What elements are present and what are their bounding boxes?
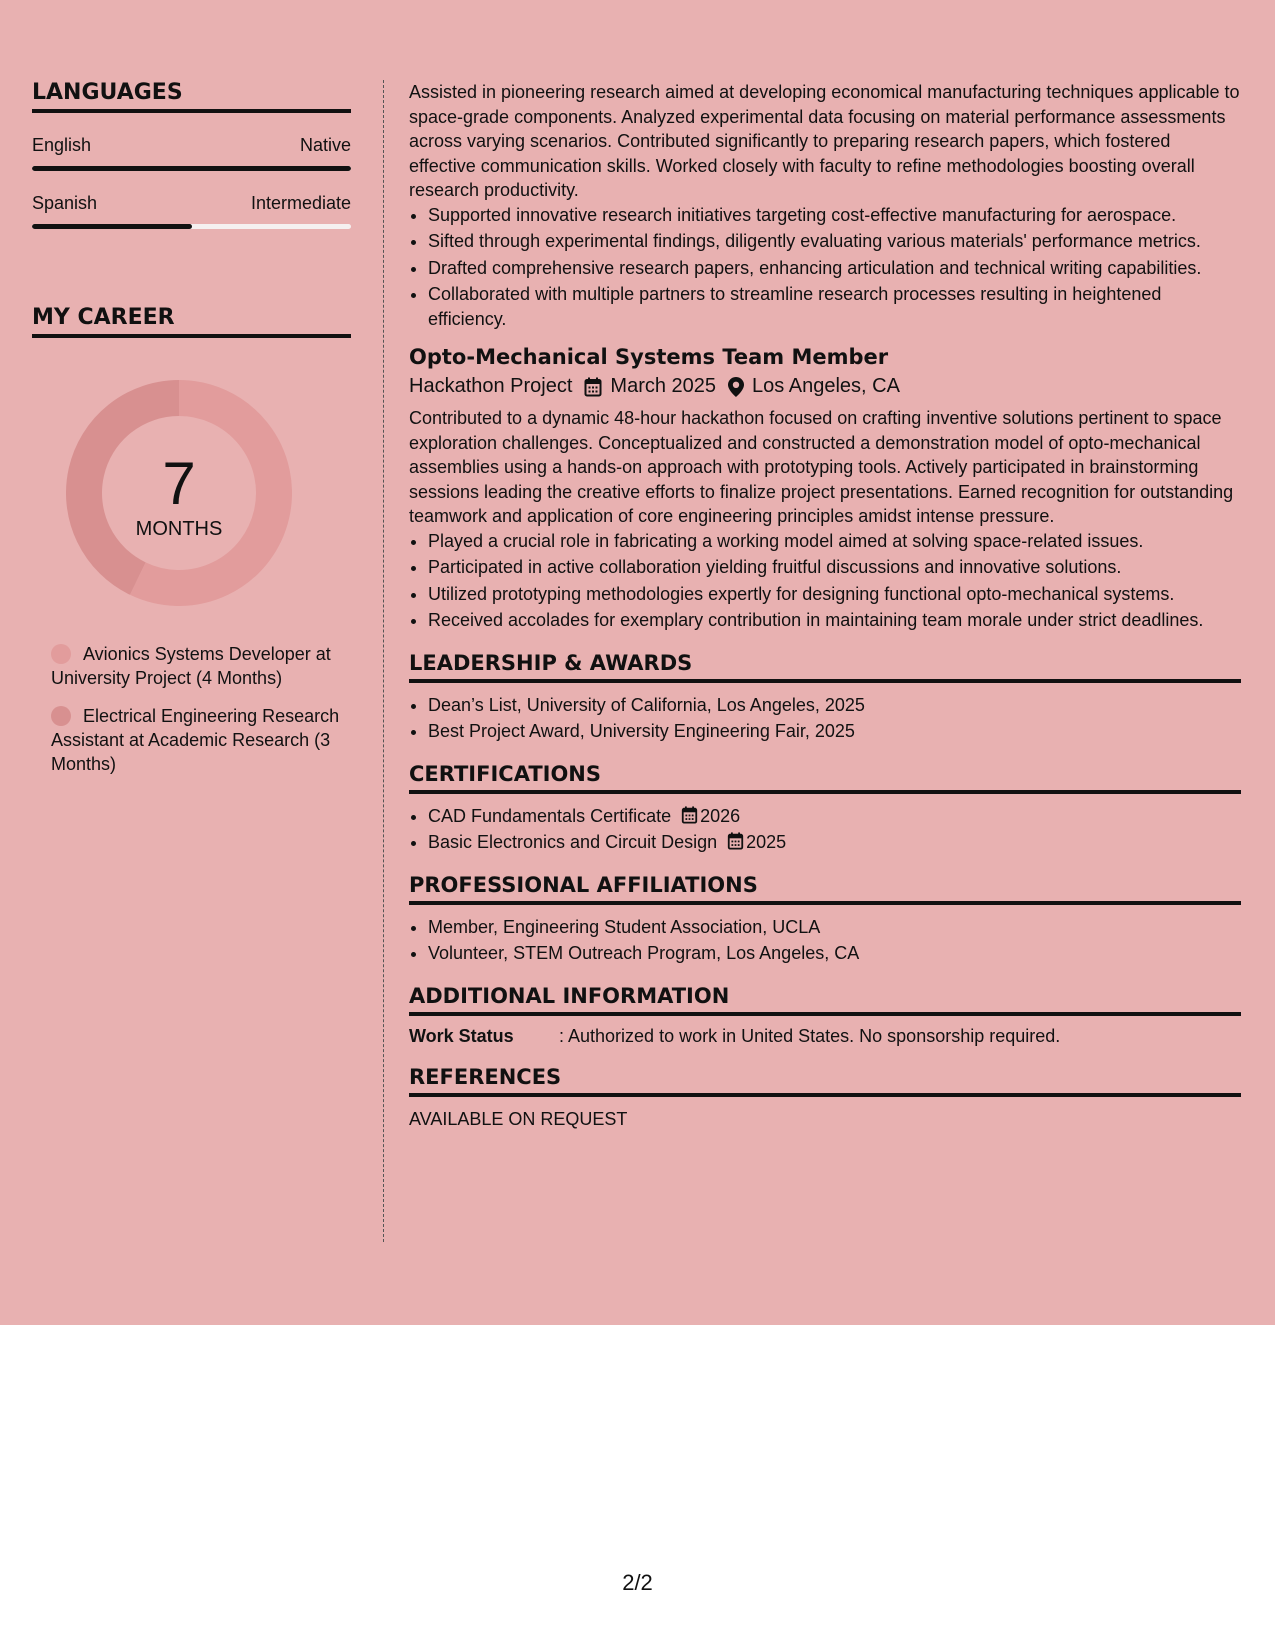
- certification-name: CAD Fundamentals Certificate: [428, 805, 672, 826]
- page-number: 2/2: [622, 1570, 653, 1595]
- location-pin-icon: [728, 377, 744, 397]
- leadership-list: [409, 693, 1241, 744]
- career-legend-label: Electrical Engineering Research Assistant at Academic Research (3 Months): [51, 706, 340, 774]
- career-donut-chart: [66, 380, 292, 606]
- career-legend: [51, 642, 351, 776]
- list-item: • Participated in active collaboration yielding fruitful discussions and innovative solutions.: [428, 555, 1241, 580]
- career-legend-item: [51, 642, 351, 690]
- calendar-icon: [584, 377, 602, 397]
- work-status-label: Work Status: [409, 1025, 514, 1046]
- references-heading: REFERENCES: [409, 1065, 1241, 1097]
- legend-dot: [51, 706, 71, 726]
- list-item: • Received accolades for exemplary contribution in maintaining team morale under strict deadlines.: [428, 608, 1241, 633]
- calendar-icon: [727, 832, 744, 850]
- list-item: • Utilized prototyping methodologies expertly for designing functional opto-mechanical systems.: [428, 582, 1241, 607]
- leadership-heading: LEADERSHIP & AWARDS: [409, 651, 1241, 683]
- language-level: Native: [299, 135, 351, 155]
- list-item: • Sifted through experimental findings, diligently evaluating various materials' performance metrics.: [428, 229, 1241, 254]
- left-column: [32, 80, 351, 790]
- list-item: • Collaborated with multiple partners to streamline research processes resulting in heightened efficiency.: [428, 282, 1241, 331]
- job-date: March 2025: [610, 375, 717, 397]
- job-company: Hackathon Project: [409, 375, 573, 397]
- career-heading: MY CAREER: [32, 305, 351, 338]
- language-proficiency-bar: [32, 166, 351, 171]
- career-total-value: 7: [162, 449, 196, 517]
- job-description: Contributed to a dynamic 48-hour hackathon focused on crafting inventive solutions pertinent to space exploration challenges. Conceptualized and constructed a demonstration model of opto-mechanical assemblies using a hands-on approach with prototyping tools. Actively participated in brainstorming sessions leading the creative efforts to finalize project presentations. Earned recognition for outstanding teamwork and application of core engineering principles amidst intense pressure.: [409, 408, 1234, 526]
- list-item: • Volunteer, STEM Outreach Program, Los Angeles, CA: [428, 941, 1241, 966]
- column-divider: [383, 80, 384, 1242]
- certification-item: [428, 830, 1241, 855]
- list-item: • Dean’s List, University of California, Los Angeles, 2025: [428, 693, 1241, 718]
- language-name: Spanish: [32, 193, 98, 213]
- language-name: English: [32, 135, 92, 155]
- references-text: AVAILABLE ON REQUEST: [409, 1108, 628, 1129]
- list-item: • Best Project Award, University Engineering Fair, 2025: [428, 719, 1241, 744]
- calendar-icon: [681, 806, 698, 824]
- career-legend-item: [51, 704, 351, 776]
- list-item: • Played a crucial role in fabricating a working model aimed at solving space-related issues.: [428, 529, 1241, 554]
- career-legend-label: Avionics Systems Developer at University Project (4 Months): [51, 644, 331, 688]
- job-location: Los Angeles, CA: [752, 375, 900, 397]
- language-level: Intermediate: [250, 193, 351, 213]
- certification-year: 2025: [746, 832, 787, 852]
- language-item: [32, 193, 351, 229]
- languages-heading: LANGUAGES: [32, 80, 351, 113]
- job-title: Opto-Mechanical Systems Team Member: [409, 345, 889, 369]
- job-bullets: [409, 529, 1241, 633]
- legend-dot: [51, 644, 71, 664]
- affiliations-heading: PROFESSIONAL AFFILIATIONS: [409, 873, 1241, 905]
- certification-name: Basic Electronics and Circuit Design: [428, 832, 718, 852]
- career-total-unit: MONTHS: [135, 517, 223, 540]
- job-meta: [409, 375, 1241, 398]
- language-item: [32, 135, 351, 171]
- additional-info-heading: ADDITIONAL INFORMATION: [409, 984, 1241, 1016]
- work-status-value: : Authorized to work in United States. No sponsorship required.: [559, 1025, 1061, 1046]
- affiliations-list: [409, 915, 1241, 966]
- list-item: • Drafted comprehensive research papers, enhancing articulation and technical writing capabilities.: [428, 256, 1241, 281]
- list-item: • Supported innovative research initiatives targeting cost-effective manufacturing for aerospace.: [428, 203, 1241, 228]
- work-status-row: [409, 1026, 1241, 1047]
- certification-item: [428, 804, 1241, 829]
- list-item: • Member, Engineering Student Association, UCLA: [428, 915, 1241, 940]
- language-proficiency-bar: [32, 224, 351, 229]
- certifications-list: [409, 804, 1241, 855]
- language-proficiency-fill: [32, 224, 192, 229]
- certifications-heading: CERTIFICATIONS: [409, 762, 1241, 794]
- right-column: [409, 80, 1241, 1131]
- experience-intro: Assisted in pioneering research aimed at developing economical manufacturing techniques applicable to space-grade components. Analyzed experimental data focusing on material performance assessments across varying scenarios. Contributed significantly to preparing research papers, which fostered effective communication skills. Worked closely with faculty to refine methodologies boosting overall research productivity.: [409, 82, 1240, 200]
- certification-year: 2026: [700, 805, 741, 826]
- experience-intro-bullets: [409, 203, 1241, 332]
- language-proficiency-fill: [32, 166, 351, 171]
